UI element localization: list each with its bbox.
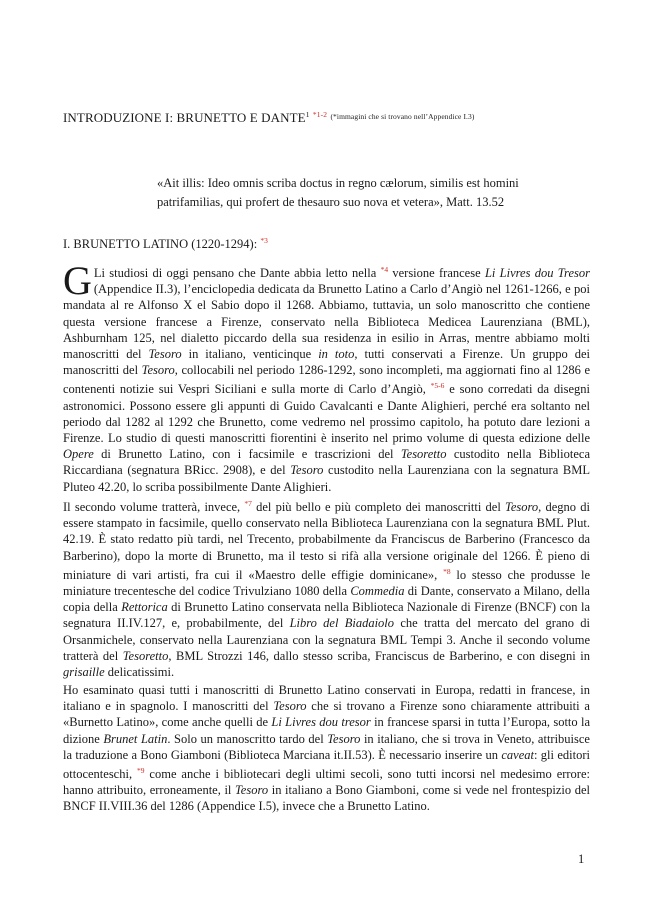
text-run: Il secondo volume tratterà, invece, <box>63 500 245 514</box>
italic-text: Rettorica <box>121 600 168 615</box>
text-run: versione francese <box>388 266 485 280</box>
drop-cap: G <box>63 258 92 303</box>
italic-text: Brunet Latin <box>103 731 168 746</box>
italic-text: Tesoro <box>141 363 175 378</box>
italic-text: Tesoro <box>148 347 182 362</box>
text-run: Ho esaminato quasi tutti i manoscritti di Brunetto Latino conservati in Europa, redatti in francese, in italiano e in spagnolo. I manoscritti del <box>63 683 590 714</box>
italic-text: Tesoro <box>273 699 307 714</box>
text-run: Li studiosi di oggi pensano che Dante abbia letto nella <box>93 266 381 280</box>
text-run: , collocabili nel periodo 1286-1292, sono incompleti, ma aggiornati fino al 1286 e contenenti notizie sui Vespri Siciliani e sulla morte di Carlo d’Angiò, <box>63 363 590 397</box>
italic-text: Commedia <box>350 584 405 599</box>
text-run: in francese sparsi in tutta l’Europa, sotto la dizione <box>63 715 590 746</box>
italic-text: Tesoro <box>290 463 324 478</box>
footnote-mark[interactable]: 1 <box>305 110 310 119</box>
text-run: che tratta del mercato del grano di Orsanmichele, conservato nella Laurenziana con la segnatura BML Tempi 3. Anche il secondo volume tratterà del <box>63 616 590 663</box>
text-run: . Solo un manoscritto tardo del <box>167 731 328 746</box>
paragraph <box>63 496 590 680</box>
text-run: di Brunetto Latino, con i facsimile e trascrizioni del <box>93 447 401 462</box>
text-run: delicatissimi. <box>104 665 175 680</box>
image-reference[interactable]: *8 <box>443 566 451 576</box>
italic-text: in toto <box>318 347 355 362</box>
section-heading <box>63 236 603 252</box>
image-reference[interactable]: *5-6 <box>430 381 445 391</box>
italic-text: Tesoro <box>327 731 361 746</box>
epigraph-line: «Ait illis: Ideo omnis scriba doctus in regno cælorum, similis est homini <box>157 176 519 190</box>
image-reference[interactable]: *7 <box>244 499 252 508</box>
italic-text: Tesoro <box>235 783 269 798</box>
chapter-heading <box>63 110 603 126</box>
text-run: di Dante, conservato a Milano, della copia della <box>63 584 590 615</box>
italic-text: grisaille <box>63 665 105 680</box>
italic-text: caveat <box>501 747 534 762</box>
text-run: in italiano a Bono Giamboni, come si vede nel frontespizio del BNCF II.VIII.36 del 1286 (Appendice I.5), invece che a Brunetto Latino. <box>63 783 590 814</box>
paragraph <box>63 682 590 815</box>
image-reference[interactable]: *4 <box>380 265 389 274</box>
italic-text: Tesoretto <box>400 447 447 462</box>
text-run: e sono corredati da disegni astronomici. Possono essere gli appunti di Guido Cavalcanti e Dante Alighieri, perché era soltanto nel periodo dal 1282 al 1292 che Brunetto, come vedremo nel prossimo capitolo, ha potuto dare lezioni a Firenze. Lo studio di questi manoscritti fiorentini è inserito nel primo volume di questa edizione delle <box>63 382 591 446</box>
text-run: custodito nella Laurenziana con la segnatura BML Pluteo 42.20, lo scriba possibilmente Dante Alighieri. <box>63 463 591 494</box>
text-run: che si trovano a Firenze sono chiaramente attribuiti a «Burnetto Latino», come anche quelli de <box>63 699 590 730</box>
italic-text: Li Livres dou Tresor <box>484 266 590 280</box>
text-run: : gli editori ottocenteschi, <box>63 747 590 782</box>
epigraph-line: patrifamilias, qui profert de thesauro suo nova et vetera», Matt. 13.52 <box>157 195 505 209</box>
text-run: come anche i bibliotecari degli ultimi secoli, sono tutti incorsi nel medesimo errore: hanno attribuito, erroneamente, il <box>63 767 590 798</box>
image-reference[interactable]: *9 <box>137 766 145 776</box>
italic-text: Li Livres dou tresor <box>271 715 371 730</box>
text-run: , BML Strozzi 146, dallo stesso scriba, Franciscus de Barberino, e con disegni in <box>168 648 590 663</box>
text-run: in italiano, che si trova in Veneto, attribuisce la traduzione a Bono Giamboni (Biblioteca Marciana it.II.53). È necessario inserire un <box>63 731 590 762</box>
paragraph <box>63 258 591 495</box>
text-run: , degno di essere stampato in facsimile, quello conservato nella Biblioteca Laurenziana con la segnatura BML Plut. 42.19. È stato redatto più tardi, nel Trecento, probabilmente da Franciscus de Barberino (Francesco da Barberino), dopo la morte di Brunetto, ma il testo si rifà alla versione originale del 1266. È pieno di miniature di vari artisti, fra cui il «Maestro delle effigie dominicane», <box>63 500 590 582</box>
image-reference[interactable]: *3 <box>260 236 268 245</box>
text-run: (Appendice II.3), l’enciclopedia dedicata da Brunetto Latino a Carlo d’Angiò nel 1261-1266, e poi mandata al re Alfonso X el Sabio dopo il 1268. Abbiamo, tuttavia, un solo manoscritto che contiene questa versione francese a Firenze, conservato nella Biblioteca Medicea Laurenziana (BML), Ashburnham 125, nel dialetto piccardo della sua residenza in esilio in Arras, mentre abbiamo molti manoscritti del <box>63 282 590 362</box>
text-run: , tutti conservati a Firenze. Un gruppo dei manoscritti del <box>63 347 590 378</box>
heading-title: INTRODUZIONE I: BRUNETTO E DANTE <box>63 110 306 125</box>
italic-text: Libro del Biadaiolo <box>289 616 395 631</box>
heading-note: (*immagini che si trovano nell’Appendice I.3) <box>330 112 475 121</box>
epigraph <box>157 174 587 212</box>
text-run: di Brunetto Latino conservata nella Biblioteca Nazionale di Firenze (BNCF) con la segnatura II.IV.127, e, probabilmente, del <box>63 600 590 631</box>
italic-text: Opere <box>63 447 94 462</box>
page-number: 1 <box>578 852 585 866</box>
text-run: in italiano, venticinque <box>181 347 319 362</box>
section-title: I. BRUNETTO LATINO (1220-1294): <box>63 237 258 251</box>
text-run: custodito nella Biblioteca Riccardiana (segnatura BRicc. 2908), e del <box>63 447 591 478</box>
italic-text: Tesoro <box>505 500 539 514</box>
text-run: lo stesso che produsse le miniature trecentesche del codice Trivulziano 1080 della <box>63 567 590 599</box>
text-run: del più bello e più completo dei manoscritti del <box>251 500 506 514</box>
italic-text: Tesoretto <box>122 648 169 663</box>
image-reference[interactable]: *1-2 <box>312 110 328 119</box>
